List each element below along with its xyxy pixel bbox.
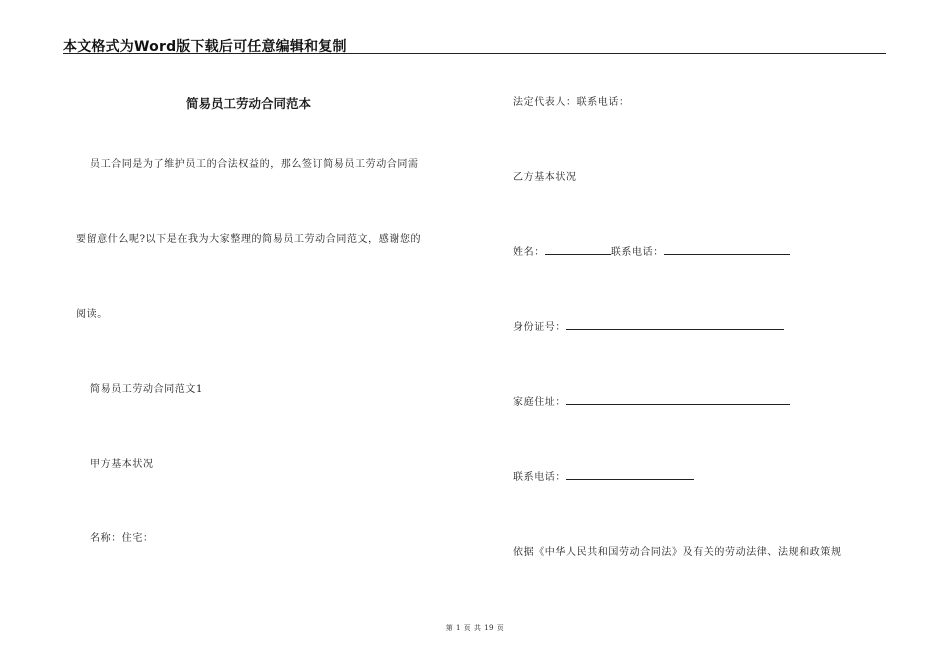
party-a-heading: 甲方基本状况: [90, 459, 154, 470]
intro-paragraph-line-1: 员工合同是为了维护员工的合法权益的，那么签订简易员工劳动合同需: [90, 159, 419, 170]
document-header-banner: 本文格式为Word版下载后可任意编辑和复制: [63, 39, 347, 55]
contact-phone-line: [513, 468, 694, 483]
header-divider: [63, 53, 886, 54]
id-label: 身份证号：: [513, 322, 566, 333]
phone-blank: [664, 245, 790, 255]
party-b-heading: 乙方基本状况: [513, 172, 577, 183]
party-a-name-address: 名称：住宅：: [90, 533, 154, 544]
contact-phone-label: 联系电话：: [513, 472, 566, 483]
home-address-label: 家庭住址：: [513, 397, 566, 408]
id-blank: [566, 320, 784, 330]
intro-paragraph-line-2: 要留意什么呢?以下是在我为大家整理的简易员工劳动合同范文，感谢您的: [76, 234, 422, 245]
home-address-blank: [566, 395, 790, 405]
party-b-name-phone-line: [513, 243, 790, 258]
legal-basis-line: 依据《中华人民共和国劳动合同法》及有关的劳动法律、法规和政策规: [513, 547, 842, 558]
name-blank: [545, 245, 611, 255]
phone-label: 联系电话：: [610, 247, 664, 258]
document-title: 简易员工劳动合同范本: [186, 96, 312, 111]
legal-representative-line: 法定代表人：联系电话：: [513, 97, 630, 108]
sample-heading: 简易员工劳动合同范文1: [90, 384, 203, 395]
home-address-line: [513, 393, 790, 408]
page-number-footer: 第 1 页 共 19 页: [445, 624, 505, 632]
name-label: 姓名：: [513, 247, 545, 258]
intro-paragraph-line-3: 阅读。: [76, 309, 108, 320]
id-number-line: [513, 318, 784, 333]
contact-phone-blank: [566, 470, 694, 480]
